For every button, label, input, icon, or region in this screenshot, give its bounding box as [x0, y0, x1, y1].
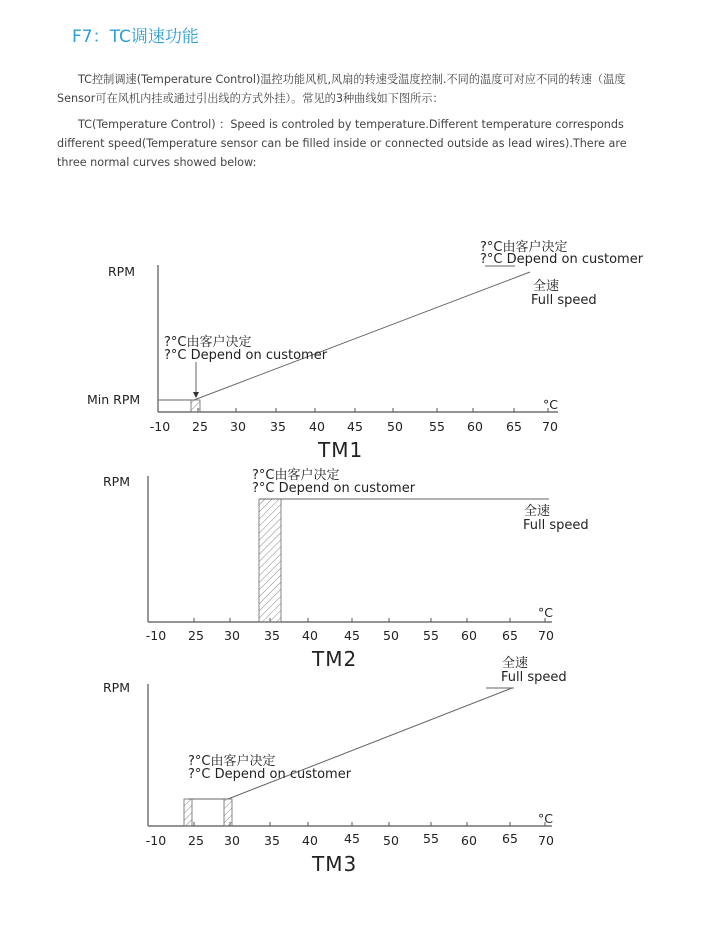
- tm1-tick-labels: [150, 419, 558, 434]
- tm1-tick-label: -10: [149, 419, 171, 434]
- tm2-tick-label: 50: [383, 628, 399, 643]
- tm1-tick-label: 30: [230, 419, 246, 434]
- section-heading: F7：TC调速功能: [72, 27, 199, 47]
- tm1-arrow-head: [193, 392, 199, 398]
- tm3-full-en: Full speed: [501, 670, 567, 685]
- tm3-tick-label: 50: [383, 833, 399, 848]
- tm3-title: TM3: [312, 852, 358, 876]
- chart-tm3: [103, 655, 567, 876]
- tm1-hatch-zone: [191, 400, 200, 412]
- tm2-full-cn: 全速: [524, 504, 551, 519]
- tm1-full-en: Full speed: [531, 293, 597, 308]
- tm1-y-label: RPM: [108, 264, 136, 279]
- tm2-tick-label: 65: [502, 628, 518, 643]
- tm3-y-label: RPM: [103, 680, 131, 695]
- tm2-y-label: RPM: [103, 474, 131, 489]
- tm1-title: TM1: [318, 438, 364, 462]
- tm1-tick-label: 55: [429, 419, 445, 434]
- tm2-tick-label: 30: [224, 628, 240, 643]
- tm3-tick-label: 55: [423, 831, 439, 846]
- tm1-top-depend-en: ?°C Depend on customer: [480, 252, 644, 267]
- tm3-tick-label: 60: [461, 833, 477, 848]
- intro-cn-line2: Sensor可在风机内挂或通过引出线的方式外挂）。常见的3种曲线如下图所示：: [57, 92, 444, 105]
- tm2-tick-label: -10: [145, 628, 167, 643]
- intro-en-line3: three normal curves showed below:: [57, 156, 257, 169]
- tm3-tick-label: -10: [145, 833, 167, 848]
- tm3-depend-en: ?°C Depend on customer: [188, 767, 352, 782]
- tm3-tick-label: 70: [538, 833, 554, 848]
- intro-en-line1: TC(Temperature Control) ：Speed is controled by temperature.Different temperature corresponds: [78, 118, 624, 131]
- tm1-top-depend-cn: ?°C由客户决定: [480, 240, 568, 255]
- tm2-tick-label: 60: [461, 628, 477, 643]
- tm1-tick-label: 25: [192, 419, 208, 434]
- tm2-tick-label: 35: [264, 628, 280, 643]
- chart-tm2: [103, 467, 589, 671]
- tm3-tick-label: 35: [264, 833, 280, 848]
- tm2-tick-label: 40: [302, 628, 318, 643]
- intro-cn-line1: TC控制调速(Temperature Control)温控功能风机,风扇的转速受温度控制.不同的温度可对应不同的转速（温度: [78, 73, 626, 86]
- tm1-depend-en: ?°C Depend on customer: [164, 348, 328, 363]
- tm3-depend-cn: ?°C由客户决定: [188, 754, 276, 769]
- tm3-hatch-zone-low: [184, 799, 192, 826]
- tm3-tick-label: 65: [502, 831, 518, 846]
- tm1-tick-label: 60: [467, 419, 483, 434]
- tm1-tick-label: 50: [387, 419, 403, 434]
- tm3-unit-label: °C: [538, 811, 553, 826]
- tm3-hatch-zone-high: [224, 799, 232, 826]
- tm1-min-rpm-label: Min RPM: [87, 392, 141, 407]
- tm3-full-cn: 全速: [502, 656, 529, 671]
- tm2-tick-label: 45: [344, 628, 360, 643]
- tm3-tick-label: 30: [224, 833, 240, 848]
- tm1-tick-label: 70: [542, 419, 558, 434]
- tm1-depend-cn: ?°C由客户决定: [164, 335, 252, 350]
- tm3-curve-rise: [228, 688, 512, 799]
- chart-tm1: [87, 239, 644, 462]
- tm1-tick-label: 65: [506, 419, 522, 434]
- intro-en-line2: different speed(Temperature sensor can be filled inside or connected outside as lead wires).There are: [57, 137, 627, 150]
- tm2-tick-label: 70: [538, 628, 554, 643]
- tm2-depend-en: ?°C Depend on customer: [252, 481, 416, 496]
- tm3-tick-label: 40: [302, 833, 318, 848]
- tm2-title: TM2: [312, 647, 358, 671]
- tm2-hatch-zone: [259, 499, 281, 622]
- tm2-unit-label: °C: [538, 605, 553, 620]
- tm1-full-cn: 全速: [533, 279, 560, 294]
- tm2-tick-label: 25: [188, 628, 204, 643]
- tm3-tick-label: 25: [188, 833, 204, 848]
- tm2-tick-label: 55: [423, 628, 439, 643]
- tm1-tick-label: 35: [270, 419, 286, 434]
- tm3-tick-labels: [146, 831, 554, 848]
- tm3-tick-label: 45: [344, 831, 360, 846]
- tm1-tick-label: 45: [347, 419, 363, 434]
- tm2-depend-cn: ?°C由客户决定: [252, 468, 340, 483]
- tm2-full-en: Full speed: [523, 518, 589, 533]
- tm2-tick-labels: [146, 628, 554, 643]
- tm1-tick-label: 40: [309, 419, 325, 434]
- tm1-unit-label: °C: [543, 397, 558, 412]
